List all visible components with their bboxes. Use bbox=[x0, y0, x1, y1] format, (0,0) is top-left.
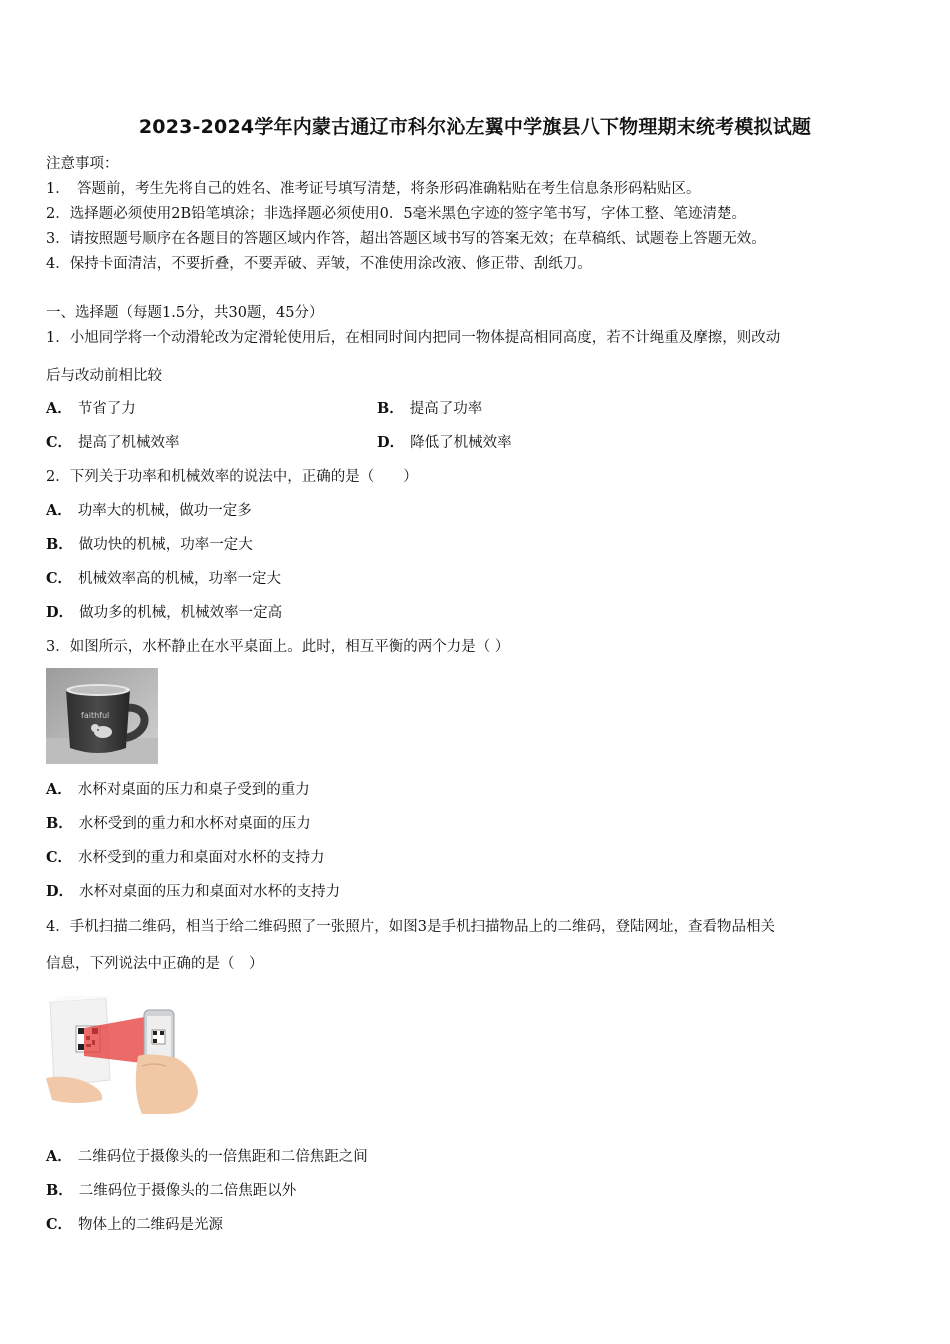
option-label: D． bbox=[46, 883, 74, 900]
question-1-option-b[interactable] bbox=[377, 397, 482, 418]
option-label: B． bbox=[377, 400, 404, 417]
notice-item-4: 4．保持卡面清洁，不要折叠，不要弄破、弄皱，不准使用涂改液、修正带、刮纸刀。 bbox=[46, 256, 592, 272]
option-text: 做功快的机械，功率一定大 bbox=[78, 537, 253, 553]
notice-item-1: 1． 答题前，考生先将自己的姓名、准考证号填写清楚，将条形码准确粘贴在考生信息条形码粘贴区。 bbox=[46, 181, 701, 197]
question-4-option-a[interactable] bbox=[46, 1145, 368, 1166]
option-label: A． bbox=[46, 781, 72, 798]
question-4-stem-cont: 信息，下列说法中正确的是（ ） bbox=[46, 956, 264, 972]
notice-item-2: 2．选择题必须使用2B铅笔填涂；非选择题必须使用0．5毫米黑色字迹的签字笔书写，字体工整、笔迹清楚。 bbox=[46, 206, 747, 222]
question-4-option-b[interactable] bbox=[46, 1179, 296, 1200]
notice-heading: 注意事项： bbox=[46, 156, 119, 172]
option-label: D． bbox=[46, 604, 74, 621]
option-text: 水杯受到的重力和水杯对桌面的压力 bbox=[78, 816, 311, 832]
option-label: C． bbox=[46, 849, 73, 866]
option-text: 二维码位于摄像头的二倍焦距以外 bbox=[78, 1183, 297, 1199]
option-text: 二维码位于摄像头的一倍焦距和二倍焦距之间 bbox=[77, 1149, 368, 1165]
question-text: 手机扫描二维码，相当于给二维码照了一张照片，如图3是手机扫描物品上的二维码，登陆网址，查看物品相关 bbox=[69, 919, 775, 935]
option-text: 降低了机械效率 bbox=[410, 435, 512, 451]
question-4-stem bbox=[46, 915, 775, 936]
option-text: 提高了功率 bbox=[409, 401, 483, 417]
question-1-option-a[interactable] bbox=[46, 397, 136, 418]
page-title: 2023-2024学年内蒙古通辽市科尔沁左翼中学旗县八下物理期末统考模拟试题 bbox=[138, 116, 812, 138]
question-2-option-c[interactable] bbox=[46, 567, 281, 588]
question-1-stem-cont: 后与改动前相比较 bbox=[46, 368, 162, 384]
option-label: C． bbox=[46, 434, 73, 451]
question-2-option-b[interactable] bbox=[46, 533, 253, 554]
option-text: 物体上的二维码是光源 bbox=[78, 1217, 224, 1233]
option-text: 做功多的机械，机械效率一定高 bbox=[79, 605, 283, 621]
mug-photo bbox=[46, 668, 158, 764]
question-2-option-d[interactable] bbox=[46, 601, 282, 622]
question-number: 4． bbox=[46, 919, 70, 935]
question-text: 如图所示，水杯静止在水平桌面上。此时，相互平衡的两个力是（ ） bbox=[69, 639, 510, 655]
question-3-option-d[interactable] bbox=[46, 880, 340, 901]
question-number: 3． bbox=[46, 639, 70, 655]
section-heading: 一、选择题（每题1.5分，共30题，45分） bbox=[46, 305, 324, 321]
option-text: 水杯对桌面的压力和桌面对水杯的支持力 bbox=[79, 884, 341, 900]
question-3-stem bbox=[46, 635, 509, 656]
mug-illustration bbox=[46, 668, 158, 764]
question-3-option-b[interactable] bbox=[46, 812, 311, 833]
option-label: A． bbox=[46, 1148, 72, 1165]
option-label: D． bbox=[377, 434, 405, 451]
question-2-stem bbox=[46, 465, 418, 486]
question-text: 下列关于功率和机械效率的说法中，正确的是（ ） bbox=[69, 469, 418, 485]
question-text: 小旭同学将一个动滑轮改为定滑轮使用后，在相同时间内把同一物体提高相同高度，若不计绳重及摩擦，则改动 bbox=[69, 330, 781, 346]
option-label: C． bbox=[46, 1216, 73, 1233]
option-text: 水杯对桌面的压力和桌子受到的重力 bbox=[77, 782, 310, 798]
question-1-option-d[interactable] bbox=[377, 431, 512, 452]
question-number: 2． bbox=[46, 469, 70, 485]
option-label: B． bbox=[46, 536, 73, 553]
option-label: C． bbox=[46, 570, 73, 587]
qr-scan-illustration bbox=[46, 996, 202, 1116]
question-1-option-c[interactable] bbox=[46, 431, 180, 452]
question-3-option-a[interactable] bbox=[46, 778, 310, 799]
option-text: 机械效率高的机械，功率一定大 bbox=[78, 571, 282, 587]
option-label: A． bbox=[46, 502, 72, 519]
question-number: 1． bbox=[46, 330, 70, 346]
option-text: 节省了力 bbox=[77, 401, 136, 417]
option-text: 提高了机械效率 bbox=[78, 435, 180, 451]
question-2-option-a[interactable] bbox=[46, 499, 252, 520]
qr-scan-photo bbox=[46, 996, 202, 1116]
question-1-stem bbox=[46, 326, 780, 347]
notice-item-3: 3．请按照题号顺序在各题目的答题区域内作答，超出答题区域书写的答案无效；在草稿纸、试题卷上答题无效。 bbox=[46, 231, 766, 247]
option-label: B． bbox=[46, 1182, 73, 1199]
question-4-option-c[interactable] bbox=[46, 1213, 223, 1234]
question-3-option-c[interactable] bbox=[46, 846, 325, 867]
option-text: 功率大的机械，做功一定多 bbox=[77, 503, 252, 519]
option-label: B． bbox=[46, 815, 73, 832]
mug-text: faithful bbox=[81, 711, 110, 720]
option-label: A． bbox=[46, 400, 72, 417]
option-text: 水杯受到的重力和桌面对水杯的支持力 bbox=[78, 850, 325, 866]
